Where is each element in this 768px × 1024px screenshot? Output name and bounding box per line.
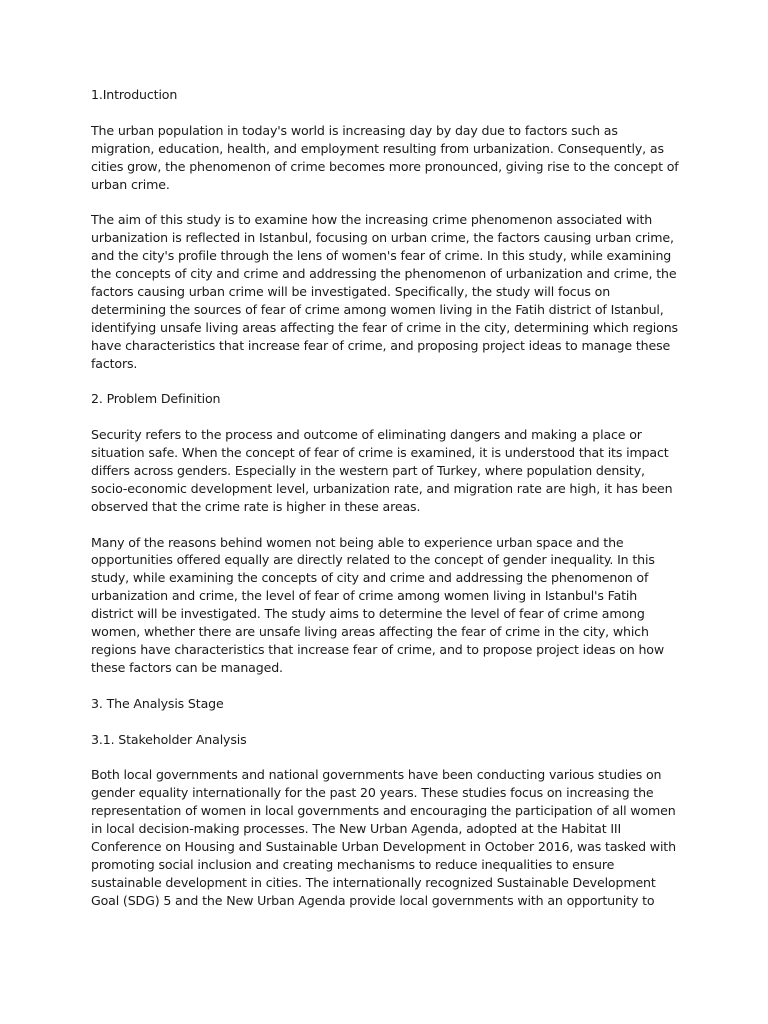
section-heading-introduction: 1.Introduction: [91, 87, 178, 102]
section-heading-analysis-stage: 3. The Analysis Stage: [91, 695, 224, 711]
section-heading-problem-definition: 2. Problem Definition: [91, 391, 221, 407]
subsection-heading-stakeholder-analysis: 3.1. Stakeholder Analysis: [91, 731, 247, 747]
paragraph-study-aim: The aim of this study is to examine how the increasing crime phenomenon associated with urbanization is reflected in Istanbul, focusing on urban crime, the factors causing urban crime, and the city's profile through the lens of women's fear of crime. In this study, while examining the concepts of city and crime and addressing the phenomenon of urbanization and crime, the factors causing urban crime will be investigated. Specifically, the study will focus on determining the sources of fear of crime among women living in the Fatih district of Istanbul, identifying unsafe living areas affecting the fear of crime in the city, determining which regions have characteristics that increase fear of crime, and proposing project ideas to manage these factors.: [91, 212, 678, 371]
paragraph-governments: Both local governments and national governments have been conducting various studies on gender equality internationally for the past 20 years. These studies focus on increasing the representation of women in local governments and encouraging the participation of all women in local decision-making processes. The New Urban Agenda, adopted at the Habitat III Conference on Housing and Sustainable Urban Development in October 2016, was tasked with promoting social inclusion and creating mechanisms to reduce inequalities to ensure sustainable development in cities. The internationally recognized Sustainable Development Goal (SDG) 5 and the New Urban Agenda provide local governments with an opportunity to: [91, 767, 676, 908]
paragraph-gender-inequality: Many of the reasons behind women not being able to experience urban space and the opportunities offered equally are directly related to the concept of gender inequality. In this study, while examining the concepts of city and crime and addressing the phenomenon of urbanization and crime, the level of fear of crime among women living in Istanbul's Fatih district will be investigated. The study aims to determine the level of fear of crime among women, whether there are unsafe living areas affecting the fear of crime in the city, which regions have characteristics that increase fear of crime, and to propose project ideas on how these factors can be managed.: [91, 534, 665, 675]
paragraph-security: Security refers to the process and outcome of eliminating dangers and making a place or situation safe. When the concept of fear of crime is examined, it is understood that its impact differs across genders. Especially in the western part of Turkey, where population density, socio-economic development level, urbanization rate, and migration rate are high, it has been observed that the crime rate is higher in these areas.: [91, 427, 673, 514]
paragraph-urban-population: The urban population in today's world is increasing day by day due to factors such as migration, education, health, and employment resulting from urbanization. Consequently, as cities grow, the phenomenon of crime becomes more pronounced, giving rise to the concept of urban crime.: [91, 122, 679, 192]
document-body: [91, 86, 681, 927]
